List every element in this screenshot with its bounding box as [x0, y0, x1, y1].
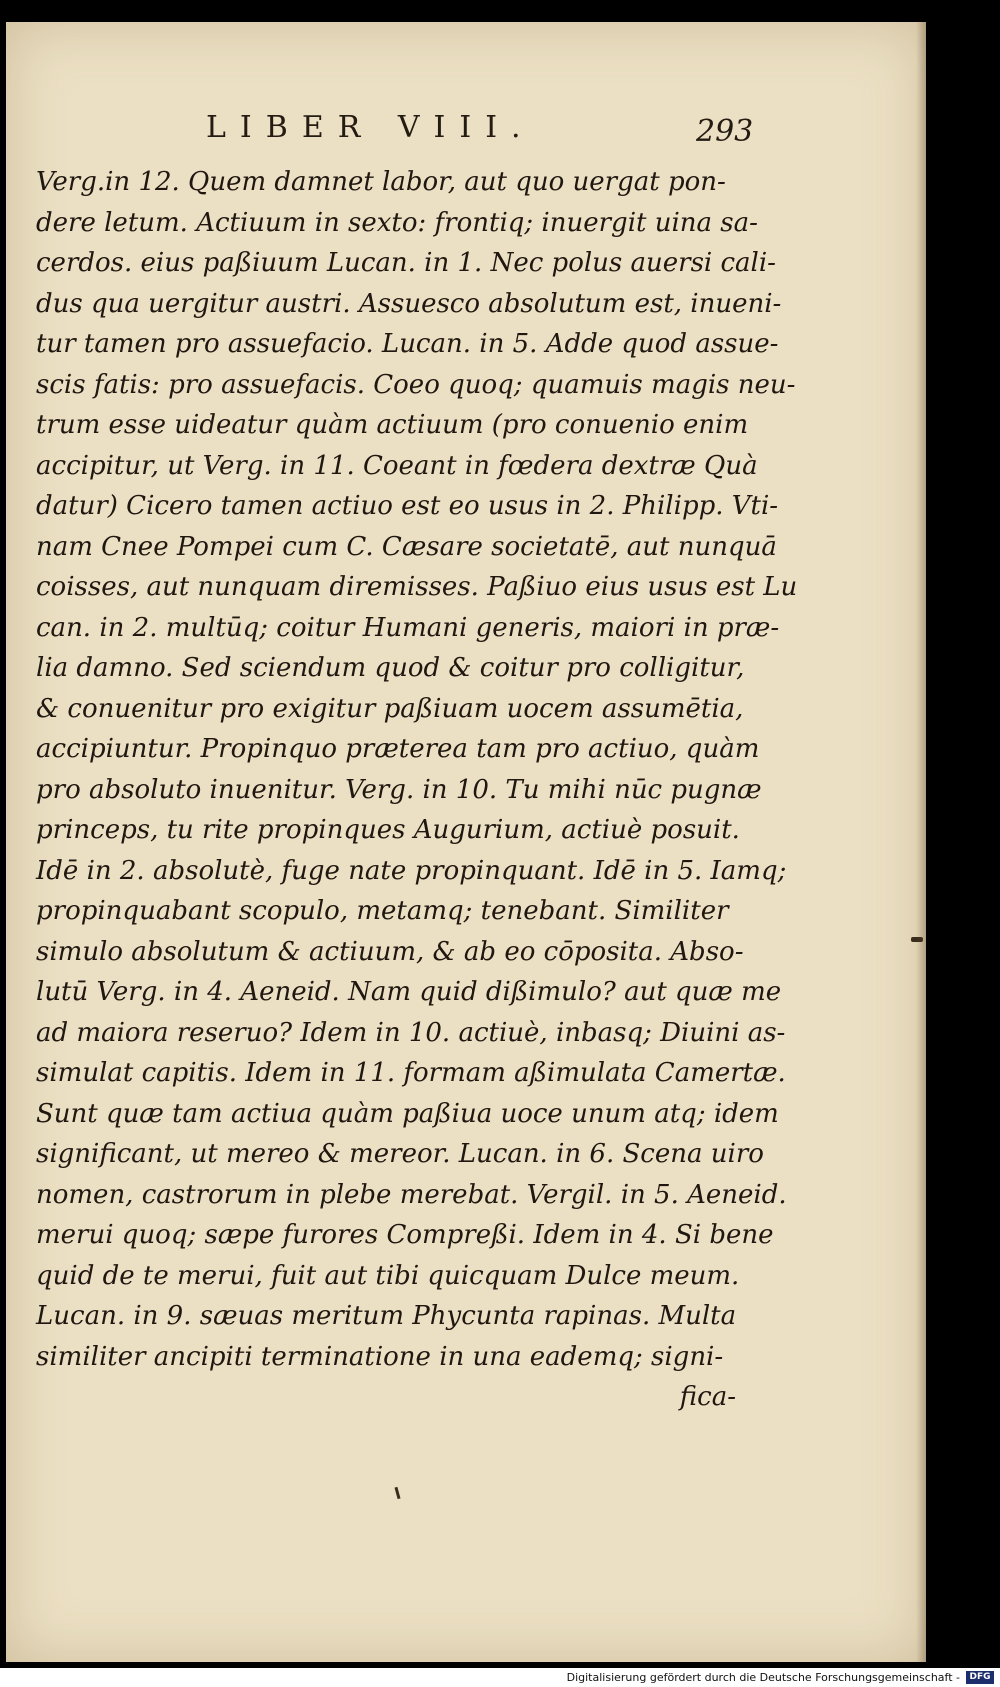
text-line: merui quoq; sæpe furores Compreßi. Idem in 4. Si bene [36, 1220, 774, 1250]
text-line: significant, ut mereo & mereor. Lucan. in 6. Scena uiro [36, 1139, 764, 1169]
text-line: ad maiora reseruo? Idem in 10. actiuè, inbasq; Diuini as- [36, 1017, 786, 1048]
text-line: tur tamen pro assuefacio. Lucan. in 5. Adde quod assue- [36, 329, 779, 359]
text-line: scis fatis: pro assuefacis. Coeo quoq; quamuis magis neu- [36, 369, 796, 400]
text-line: datur) Cicero tamen actiuo est eo usus in 2. Philipp. Vti- [36, 491, 779, 521]
margin-ink-mark [911, 937, 923, 942]
text-line: nomen, castrorum in plebe merebat. Vergil. in 5. Aeneid. [36, 1179, 787, 1210]
text-line: & conuenitur pro exigitur paßiuam uocem assumētia, [36, 693, 744, 724]
text-line: cerdos. eius paßiuum Lucan. in 1. Nec polus auersi cali- [36, 248, 776, 278]
text-line: can. in 2. multūq; coitur Humani generis, maiori in præ- [36, 612, 780, 643]
text-line: coisses, aut nunquam diremisses. Paßiuo eius usus est Lu [36, 572, 798, 602]
text-line: princeps, tu rite propinques Augurium, actiuè posuit. [36, 815, 740, 845]
text-line: accipiuntur. Propinquo præterea tam pro actiuo, quàm [36, 734, 760, 764]
text-line: Sunt quæ tam actiua quàm paßiua uoce unum atq; idem [36, 1098, 779, 1129]
text-line: lia damno. Sed sciendum quod & coitur pro colligitur, [36, 653, 745, 683]
text-line: trum esse uideatur quàm actiuum (pro conuenio enim [36, 410, 749, 440]
digitization-footer [0, 1668, 1000, 1687]
catchword: fica- [679, 1382, 736, 1412]
text-line: quid de te merui, fuit aut tibi quicquam Dulce meum. [36, 1260, 740, 1291]
text-line: similiter ancipiti terminatione in una eademq; signi- [36, 1341, 724, 1372]
text-line: propinquabant scopulo, metamq; tenebant. Similiter [36, 896, 729, 926]
text-line: pro absoluto inuenitur. Verg. in 10. Tu mihi nūc pugnæ [36, 774, 762, 805]
text-line: dus qua uergitur austri. Assuesco absolutum est, inueni- [36, 288, 782, 319]
body-text [36, 162, 798, 1418]
running-header: LIBER VIII. [206, 110, 535, 145]
text-line: simulo absolutum & actiuum, & ab eo cōposita. Abso- [36, 936, 744, 967]
text-line: Lucan. in 9. sæuas meritum Phycunta rapinas. Multa [36, 1301, 737, 1331]
text-line: dere letum. Actiuum in sexto: frontiq; inuergit uina sa- [36, 207, 758, 238]
text-line: lutū Verg. in 4. Aeneid. Nam quid dißimulo? aut quæ me [36, 977, 782, 1007]
text-line: simulat capitis. Idem in 11. formam aßimulata Camertæ. [36, 1058, 786, 1088]
text-line: nam Cnee Pompei cum C. Cæsare societatē, aut nunquā [36, 531, 777, 562]
dfg-logo-icon: DFG [966, 1671, 994, 1684]
text-line: accipitur, ut Verg. in 11. Coeant in fœdera dextræ Quà [36, 450, 758, 481]
stray-ink-mark [394, 1487, 400, 1499]
page-number: 293 [696, 114, 754, 149]
text-line: Verg.in 12. Quem damnet labor, aut quo uergat pon- [36, 167, 726, 197]
text-line: Idē in 2. absolutè, fuge nate propinquant. Idē in 5. Iamq; [36, 855, 787, 886]
book-page [6, 22, 926, 1662]
footer-credit: Digitalisierung gefördert durch die Deutsche Forschungsgemeinschaft - [566, 1671, 960, 1684]
